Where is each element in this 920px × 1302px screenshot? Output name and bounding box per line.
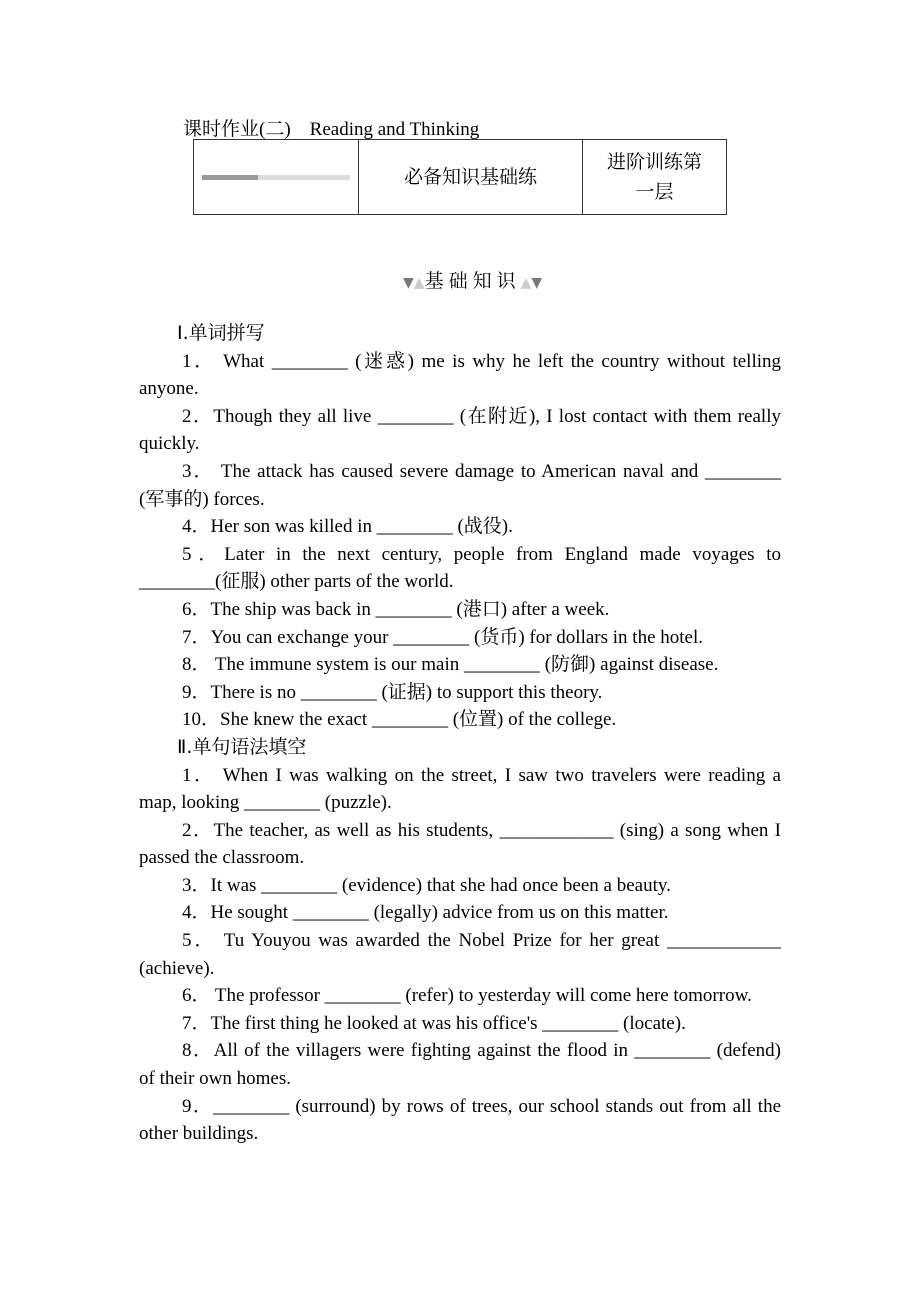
- header-table: [193, 139, 727, 215]
- part1-heading: Ⅰ.单词拼写: [177, 322, 265, 344]
- exercise-item: 8．All of the villagers were fighting against the flood in ________ (defend) of their own homes.: [139, 1040, 781, 1090]
- decorative-bar-cell: [194, 140, 359, 215]
- exercise-item: 1． What ________ (迷惑) me is why he left the country without telling anyone.: [139, 350, 781, 400]
- part2-list: [139, 762, 781, 1148]
- exercise-item: 5． Tu Youyou was awarded the Nobel Prize for her great ____________ (achieve).: [139, 930, 781, 979]
- exercise-item: 3． The attack has caused severe damage to American naval and ________ (军事的) forces.: [139, 460, 781, 510]
- table-cell-right: [583, 140, 727, 215]
- exercise-item: 1． When I was walking on the street, I saw two travelers were reading a map, looking ________ (puzzle).: [139, 764, 781, 814]
- part2-heading: Ⅱ.单句语法填空: [177, 735, 307, 758]
- triangle-up-icon: ▲: [520, 275, 532, 291]
- exercise-item: 2．Though they all live ________ (在附近), I lost contact with them really quickly.: [139, 405, 781, 455]
- table-cell-right-text: 进阶训练第一层: [606, 151, 702, 203]
- exercise-item: 7．The first thing he looked at was his office's ________ (locate).: [182, 1012, 686, 1034]
- section-header-text: 基础知识: [424, 270, 521, 292]
- table-cell-middle: 必备知识基础练: [359, 140, 583, 215]
- exercise-body: [139, 320, 781, 1148]
- triangle-up-icon: ▲: [413, 275, 425, 291]
- exercise-item: 4．Her son was killed in ________ (战役).: [182, 516, 513, 538]
- exercise-item: 3．It was ________ (evidence) that she had once been a beauty.: [182, 874, 671, 896]
- exercise-item: 5．Later in the next century, people from England made voyages to ________(征服) other parts of the world.: [139, 543, 781, 593]
- decorative-bar-icon: [202, 175, 350, 180]
- page-title: 课时作业(二) Reading and Thinking: [183, 119, 480, 140]
- exercise-item: 7．You can exchange your ________ (货币) for dollars in the hotel.: [182, 626, 703, 648]
- exercise-item: 4．He sought ________ (legally) advice from us on this matter.: [182, 902, 669, 924]
- exercise-item: 2．The teacher, as well as his students, ____________ (sing) a song when I passed the classroom.: [139, 819, 781, 869]
- exercise-item: 6．The ship was back in ________ (港口) after a week.: [182, 598, 610, 620]
- exercise-item: 9．________ (surround) by rows of trees, our school stands out from all the other buildings.: [139, 1095, 781, 1145]
- triangle-down-icon: ▼: [531, 275, 543, 291]
- exercise-item: 9．There is no ________ (证据) to support this theory.: [182, 681, 603, 703]
- part1-list: [139, 348, 781, 734]
- triangle-down-icon: ▼: [403, 275, 414, 291]
- exercise-item: 8． The immune system is our main ________ (防御) against disease.: [182, 654, 719, 676]
- exercise-item: 6． The professor ________ (refer) to yesterday will come here tomorrow.: [182, 985, 752, 1007]
- section-header: [403, 266, 542, 293]
- exercise-item: 10．She knew the exact ________ (位置) of the college.: [182, 709, 617, 731]
